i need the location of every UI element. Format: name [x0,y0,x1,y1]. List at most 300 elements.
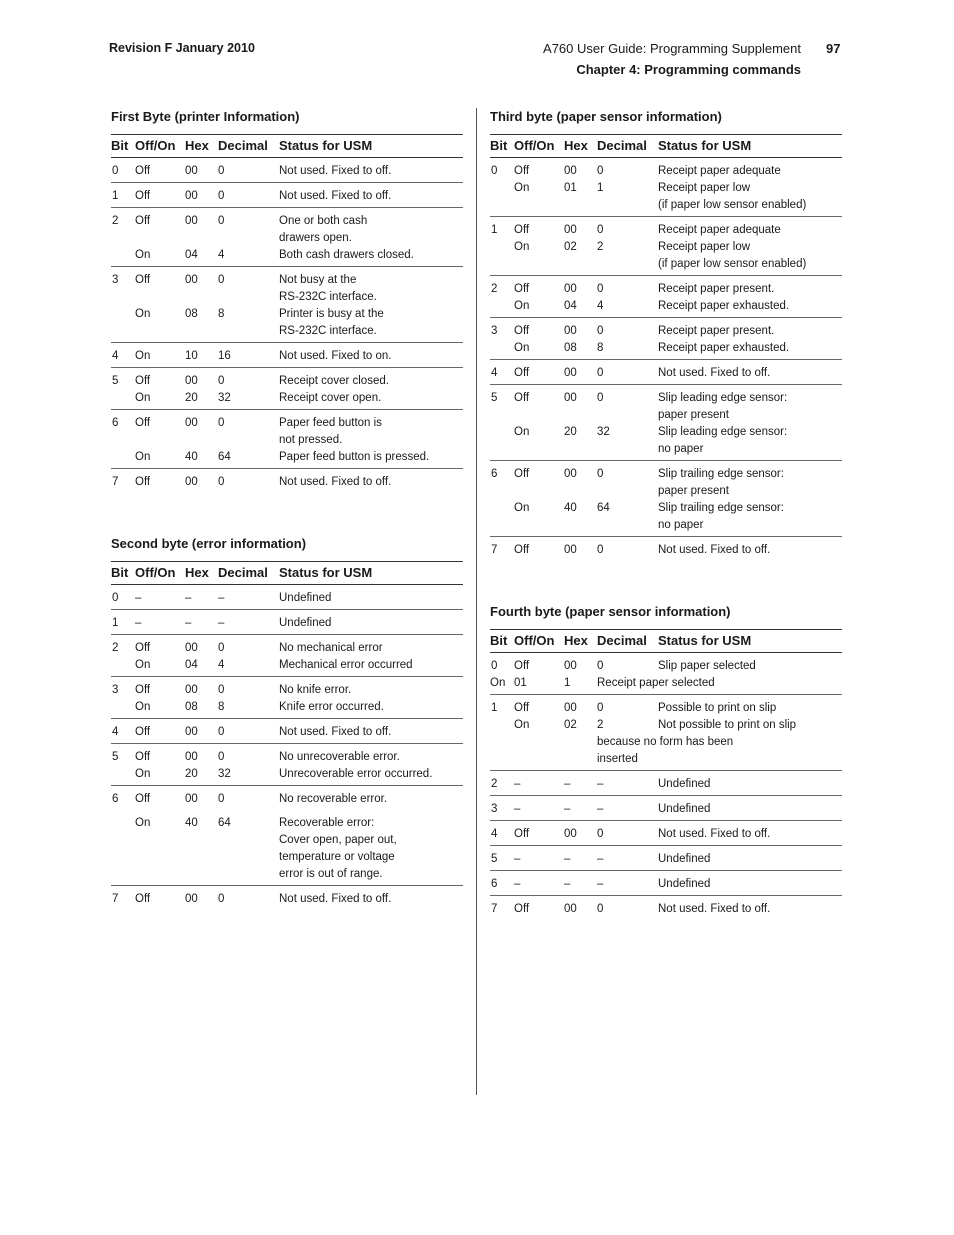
table-cell: – [597,878,604,890]
table-cell: Slip trailing edge sensor: [658,468,784,480]
table-cell: 0 [112,165,119,177]
table-cell: 08 [185,308,198,320]
table-row [490,461,842,537]
table-cell: 00 [564,468,577,480]
table-cell: 0 [218,642,225,654]
column-header-offon: Off/On [135,565,176,580]
table-cell: On [135,768,151,780]
table-cell: 04 [185,249,198,261]
table-row [490,158,842,217]
table-cell: Undefined [279,617,332,629]
table-cell: 40 [185,451,198,463]
table-cell: – [514,853,521,865]
column-header-status: Status for USM [279,565,373,580]
table-cell: 32 [218,768,231,780]
table-cell: Not used. Fixed to off. [279,476,392,488]
table-cell: 0 [597,165,604,177]
table-cell: Off [135,793,151,805]
table-row [111,886,463,910]
table-cell: 4 [112,726,119,738]
table-cell: 0 [491,660,498,672]
table-cell: Off [135,375,151,387]
table-cell: 00 [185,893,198,905]
table-cell: paper present [658,409,729,421]
table-cell: paper present [658,485,729,497]
table-cell: Paper feed button is [279,417,382,429]
table-cell: Undefined [658,778,711,790]
revision-label: Revision F January 2010 [109,41,255,55]
table-cell: Receipt paper present. [658,283,775,295]
table-cell: On [514,719,530,731]
table-cell: No unrecoverable error. [279,751,400,763]
table-cell: 02 [564,241,577,253]
table-row [490,871,842,896]
table-cell: No mechanical error [279,642,383,654]
table-row [111,677,463,719]
table-cell: 00 [185,417,198,429]
table-cell: Slip paper selected [658,660,756,672]
table-row [490,695,842,771]
column-header-offon: Off/On [135,138,176,153]
table-cell: 6 [112,793,119,805]
table-cell: 02 [564,719,577,731]
table-cell: 00 [564,224,577,236]
column-header-status: Status for USM [279,138,373,153]
table-cell: On [135,350,151,362]
table-cell: 2 [112,642,119,654]
column-header-decimal: Decimal [218,138,268,153]
table-cell: 00 [564,392,577,404]
table-cell: On [135,817,151,829]
table-cell: Not used. Fixed to off. [279,726,392,738]
table-cell: 0 [597,392,604,404]
table-cell: Both cash drawers closed. [279,249,414,261]
table-cell: 5 [112,375,119,387]
table-cell: 00 [185,476,198,488]
table-cell: inserted [597,753,638,765]
table-header [490,135,842,158]
table-row [490,537,842,561]
table-cell: 4 [597,300,604,312]
table-cell: 0 [597,325,604,337]
table-cell: 5 [491,392,498,404]
table-cell: 0 [218,751,225,763]
table-cell: temperature or voltage [279,851,395,863]
table-cell: Not used. Fixed to on. [279,350,392,362]
table-cell: 3 [491,325,498,337]
table-cell: Off [135,642,151,654]
table-cell: Off [514,660,530,672]
guide-title: A760 User Guide: Programming Supplement [543,41,801,56]
table-cell: 64 [218,451,231,463]
table-cell: Off [135,726,151,738]
table-cell: 2 [597,719,604,731]
column-header-status: Status for USM [658,633,752,648]
table-row [111,585,463,610]
table-cell: RS-232C interface. [279,325,377,337]
table-cell: 7 [112,893,119,905]
table-cell: 0 [112,592,119,604]
table-cell: Receipt paper present. [658,325,775,337]
table-cell: Off [135,215,151,227]
left-column [111,108,463,910]
table-cell: On [135,659,151,671]
column-header-bit: Bit [490,138,508,153]
table-cell: – [218,592,225,604]
table-cell: 1 [112,617,119,629]
table-cell: 7 [491,903,498,915]
table-cell: 4 [218,659,225,671]
table-cell: 0 [597,903,604,915]
table-cell: On [514,426,530,438]
column-header-offon: Off/On [514,138,555,153]
table-cell: 64 [218,817,231,829]
table-cell: Receipt paper low [658,241,751,253]
table-cell: 7 [491,544,498,556]
column-header-hex: Hex [564,138,588,153]
table-header [490,630,842,653]
table-cell: Cover open, paper out, [279,834,397,846]
table-cell: RS-232C interface. [279,291,377,303]
table-cell: On [135,701,151,713]
table-cell: 00 [564,702,577,714]
table-row [111,343,463,368]
table-cell: – [564,778,571,790]
table-cell: On [135,451,151,463]
table-row [111,786,463,886]
table-cell: Receipt paper selected [597,677,715,689]
table-cell: Slip leading edge sensor: [658,392,788,404]
table-cell: 1 [597,182,604,194]
table-cell: On [135,392,151,404]
table-cell: 64 [597,502,610,514]
table-title: First Byte (printer Information) [111,108,463,135]
table-row [490,318,842,360]
table-row [490,846,842,871]
table-row [490,896,842,920]
table-cell: 08 [564,342,577,354]
table-row [111,744,463,786]
table-cell: Off [135,893,151,905]
table-cell: – [185,592,192,604]
column-header-status: Status for USM [658,138,752,153]
table-row [111,368,463,410]
column-header-bit: Bit [111,138,129,153]
table-cell: Receipt cover open. [279,392,382,404]
table-cell: 00 [185,793,198,805]
table-cell: Not used. Fixed to off. [658,367,771,379]
table-row [490,821,842,846]
table-cell: 32 [218,392,231,404]
table-cell: Receipt paper exhausted. [658,342,790,354]
table-header [111,135,463,158]
table-cell: Off [514,224,530,236]
table-cell: Not used. Fixed to off. [658,828,771,840]
first-byte-table [111,108,463,493]
table-cell: (if paper low sensor enabled) [658,258,807,270]
table-cell: Off [135,165,151,177]
table-cell: Not used. Fixed to off. [279,165,392,177]
table-row [111,719,463,744]
table-cell: error is out of range. [279,868,383,880]
table-cell: 04 [564,300,577,312]
table-cell: 00 [564,165,577,177]
table-cell: On [135,308,151,320]
table-cell: 8 [218,308,225,320]
table-cell: 00 [564,367,577,379]
table-cell: Slip leading edge sensor: [658,426,788,438]
table-cell: Receipt paper low [658,182,751,194]
table-cell: 0 [218,165,225,177]
table-cell: Off [514,903,530,915]
table-cell: not pressed. [279,434,343,446]
table-cell: On [514,502,530,514]
table-header [111,562,463,585]
table-cell: Off [514,325,530,337]
table-cell: – [514,803,521,815]
table-cell: Off [514,392,530,404]
table-cell: Paper feed button is pressed. [279,451,430,463]
column-header-decimal: Decimal [597,633,647,648]
table-cell: Off [135,417,151,429]
table-cell: 6 [491,878,498,890]
table-cell: Undefined [279,592,332,604]
table-cell: 0 [597,283,604,295]
table-cell: 20 [185,768,198,780]
table-cell: 2 [112,215,119,227]
table-title: Third byte (paper sensor information) [490,108,842,135]
column-header-bit: Bit [490,633,508,648]
chapter-title: Chapter 4: Programming commands [576,62,801,77]
table-row [490,360,842,385]
table-cell: Off [514,468,530,480]
table-cell: Off [135,476,151,488]
table-cell: 00 [185,751,198,763]
table-cell: 2 [597,241,604,253]
table-cell: 0 [218,417,225,429]
table-cell: 2 [491,778,498,790]
table-cell: – [597,778,604,790]
table-cell: 0 [218,684,225,696]
table-row [490,217,842,276]
table-cell: 00 [564,544,577,556]
table-cell: 1 [491,702,498,714]
table-cell: 40 [564,502,577,514]
table-cell: 04 [185,659,198,671]
table-cell: 00 [185,190,198,202]
table-cell: Not possible to print on slip [658,719,797,731]
table-cell: 00 [564,828,577,840]
table-cell: Off [135,274,151,286]
table-row [490,653,842,695]
table-row [111,208,463,267]
table-cell: 3 [491,803,498,815]
table-cell: Off [135,684,151,696]
table-row [111,635,463,677]
table-cell: no paper [658,443,704,455]
table-cell: 0 [218,375,225,387]
table-cell: 0 [597,660,604,672]
table-row [111,410,463,469]
table-cell: – [514,878,521,890]
table-row [111,610,463,635]
table-cell: On [135,249,151,261]
table-cell: 0 [218,793,225,805]
table-cell: 0 [218,215,225,227]
table-cell: 4 [491,828,498,840]
table-cell: 2 [491,283,498,295]
table-cell: 0 [218,274,225,286]
table-cell: 00 [185,215,198,227]
column-header-hex: Hex [564,633,588,648]
table-cell: Off [514,283,530,295]
column-header-hex: Hex [185,138,209,153]
table-cell: No recoverable error. [279,793,388,805]
table-cell: 00 [185,726,198,738]
table-row [490,771,842,796]
table-cell: – [597,803,604,815]
table-cell: 0 [597,224,604,236]
table-cell: Undefined [658,878,711,890]
table-cell: – [564,803,571,815]
column-header-hex: Hex [185,565,209,580]
table-cell: 16 [218,350,231,362]
table-cell: 4 [112,350,119,362]
column-header-decimal: Decimal [597,138,647,153]
table-cell: 0 [597,367,604,379]
table-cell: Not used. Fixed to off. [279,190,392,202]
table-cell: 0 [597,544,604,556]
table-cell: Off [514,165,530,177]
table-cell: Off [514,367,530,379]
table-cell: Unrecoverable error occurred. [279,768,433,780]
table-cell: 0 [597,468,604,480]
page-number: 97 [826,41,841,56]
table-cell: Off [514,544,530,556]
table-cell: 01 [514,677,527,689]
table-cell: 1 [564,677,571,689]
table-cell: Undefined [658,853,711,865]
table-cell: 00 [185,165,198,177]
table-cell: 10 [185,350,198,362]
table-cell: – [564,853,571,865]
table-cell: 3 [112,684,119,696]
table-cell: Knife error occurred. [279,701,384,713]
table-cell: Receipt paper exhausted. [658,300,790,312]
table-cell: 20 [185,392,198,404]
third-byte-table [490,108,842,561]
table-cell: 6 [491,468,498,480]
table-cell: – [514,778,521,790]
table-cell: Printer is busy at the [279,308,384,320]
table-cell: Mechanical error occurred [279,659,413,671]
table-cell: On [490,677,506,689]
running-header [543,38,801,80]
table-cell: Undefined [658,803,711,815]
table-cell: 00 [185,375,198,387]
table-cell: Off [135,751,151,763]
table-cell: 0 [597,828,604,840]
table-cell: – [135,592,142,604]
table-title: Second byte (error information) [111,535,463,562]
column-header-offon: Off/On [514,633,555,648]
table-cell: because no form has been [597,736,734,748]
table-row [490,385,842,461]
table-cell: Recoverable error: [279,817,375,829]
table-cell: 8 [597,342,604,354]
table-cell: 0 [597,702,604,714]
table-row [111,267,463,343]
table-cell: 00 [564,283,577,295]
right-column [490,108,842,920]
table-cell: – [564,878,571,890]
table-cell: 00 [185,642,198,654]
table-cell: Not used. Fixed to off. [658,544,771,556]
table-cell: On [514,241,530,253]
table-row [490,796,842,821]
table-cell: Not busy at the [279,274,357,286]
table-row [111,183,463,208]
table-cell: Not used. Fixed to off. [658,903,771,915]
table-cell: 1 [112,190,119,202]
table-row [111,469,463,493]
table-cell: drawers open. [279,232,352,244]
table-cell: Receipt cover closed. [279,375,389,387]
table-cell: 0 [218,190,225,202]
table-cell: 08 [185,701,198,713]
table-cell: Off [514,702,530,714]
table-cell: – [135,617,142,629]
table-title: Fourth byte (paper sensor information) [490,603,842,630]
table-cell: 0 [218,893,225,905]
table-cell: 5 [491,853,498,865]
table-cell: 40 [185,817,198,829]
table-cell: no paper [658,519,704,531]
column-divider [476,108,477,1095]
table-cell: On [514,300,530,312]
table-cell: 20 [564,426,577,438]
table-cell: 4 [491,367,498,379]
column-header-bit: Bit [111,565,129,580]
table-cell: 00 [185,274,198,286]
table-cell: 1 [491,224,498,236]
table-cell: 0 [218,726,225,738]
table-cell: On [514,342,530,354]
table-cell: Possible to print on slip [658,702,777,714]
column-header-decimal: Decimal [218,565,268,580]
fourth-byte-table [490,603,842,920]
table-cell: 0 [491,165,498,177]
table-cell: 00 [564,903,577,915]
table-cell: 4 [218,249,225,261]
table-row [111,158,463,183]
table-cell: One or both cash [279,215,368,227]
table-cell: 0 [218,476,225,488]
table-cell: 32 [597,426,610,438]
table-cell: Not used. Fixed to off. [279,893,392,905]
table-cell: 3 [112,274,119,286]
table-cell: (if paper low sensor enabled) [658,199,807,211]
table-cell: 00 [185,684,198,696]
table-cell: 00 [564,660,577,672]
table-cell: No knife error. [279,684,352,696]
table-cell: – [185,617,192,629]
second-byte-table [111,535,463,910]
table-cell: On [514,182,530,194]
table-cell: 00 [564,325,577,337]
table-cell: 01 [564,182,577,194]
table-cell: – [218,617,225,629]
